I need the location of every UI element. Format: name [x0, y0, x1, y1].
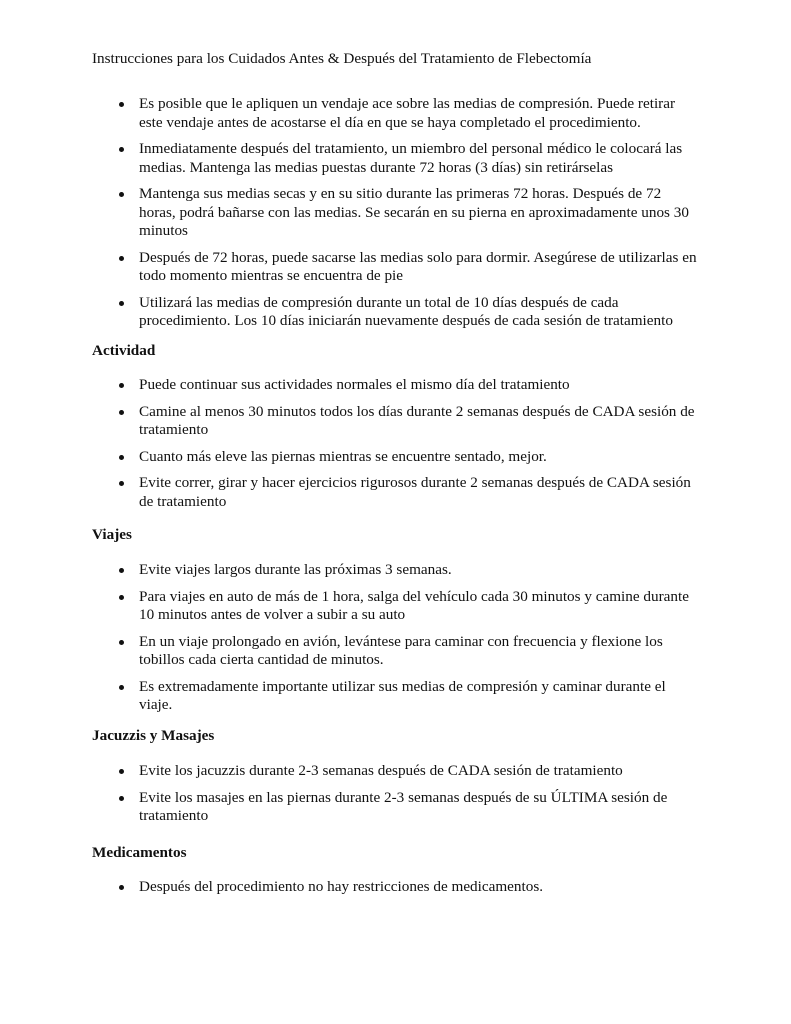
bullet-icon: [119, 769, 124, 774]
list-item: Después del procedimiento no hay restricciones de medicamentos.: [0, 878, 791, 897]
jacuzzis-list: [0, 762, 791, 834]
bullet-icon: [119, 481, 124, 486]
bullet-icon: [119, 595, 124, 600]
list-item: Evite correr, girar y hacer ejercicios rigurosos durante 2 semanas después de CADA sesión de tratamiento: [0, 474, 791, 511]
list-item: Puede continuar sus actividades normales el mismo día del tratamiento: [0, 376, 791, 395]
bullet-icon: [119, 568, 124, 573]
list-item: Evite los jacuzzis durante 2-3 semanas después de CADA sesión de tratamiento: [0, 762, 791, 781]
bullet-icon: [119, 455, 124, 460]
bullet-icon: [119, 685, 124, 690]
bullet-icon: [119, 383, 124, 388]
section-heading-actividad: Actividad: [92, 342, 156, 359]
bullet-icon: [119, 147, 124, 152]
document-title: Instrucciones para los Cuidados Antes & Después del Tratamiento de Flebectomía: [92, 50, 592, 67]
list-item: Camine al menos 30 minutos todos los días durante 2 semanas después de CADA sesión de tratamiento: [0, 403, 791, 440]
list-item: Mantenga sus medias secas y en su sitio durante las primeras 72 horas. Después de 72 horas, podrá bañarse con las medias. Se secarán en su pierna en aproximadamente unos 30 minutos: [0, 185, 791, 241]
list-item: En un viaje prolongado en avión, levántese para caminar con frecuencia y flexione los tobillos cada cierta cantidad de minutos.: [0, 633, 791, 670]
list-item: Evite viajes largos durante las próximas 3 semanas.: [0, 561, 791, 580]
list-item: Es posible que le apliquen un vendaje ace sobre las medias de compresión. Puede retirar este vendaje antes de acostarse el día en que se haya completado el procedimiento.: [0, 95, 791, 132]
list-item: Es extremadamente importante utilizar sus medias de compresión y caminar durante el viaje.: [0, 678, 791, 715]
viajes-list: [0, 561, 791, 723]
list-item: Para viajes en auto de más de 1 hora, salga del vehículo cada 30 minutos y camine durante 10 minutos antes de volver a subir a su auto: [0, 588, 791, 625]
actividad-list: [0, 376, 791, 519]
bullet-icon: [119, 102, 124, 107]
list-item: Utilizará las medias de compresión durante un total de 10 días después de cada procedimiento. Los 10 días iniciarán nuevamente después de cada sesión de tratamiento: [0, 294, 791, 331]
list-item: Inmediatamente después del tratamiento, un miembro del personal médico le colocará las medias. Mantenga las medias puestas durante 72 horas (3 días) sin retirárselas: [0, 140, 791, 177]
bullet-icon: [119, 192, 124, 197]
bullet-icon: [119, 410, 124, 415]
bullet-icon: [119, 301, 124, 306]
medicamentos-list: [0, 878, 791, 905]
list-item: Cuanto más eleve las piernas mientras se encuentre sentado, mejor.: [0, 448, 791, 467]
section-heading-medicamentos: Medicamentos: [92, 844, 187, 861]
list-item: Después de 72 horas, puede sacarse las medias solo para dormir. Asegúrese de utilizarlas en todo momento mientras se encuentra de pie: [0, 249, 791, 286]
bullet-icon: [119, 256, 124, 261]
intro-list: [0, 95, 791, 339]
bullet-icon: [119, 885, 124, 890]
bullet-icon: [119, 796, 124, 801]
section-heading-viajes: Viajes: [92, 526, 132, 543]
list-item: Evite los masajes en las piernas durante 2-3 semanas después de su ÚLTIMA sesión de tratamiento: [0, 789, 791, 826]
bullet-icon: [119, 640, 124, 645]
section-heading-jacuzzis: Jacuzzis y Masajes: [92, 727, 215, 744]
